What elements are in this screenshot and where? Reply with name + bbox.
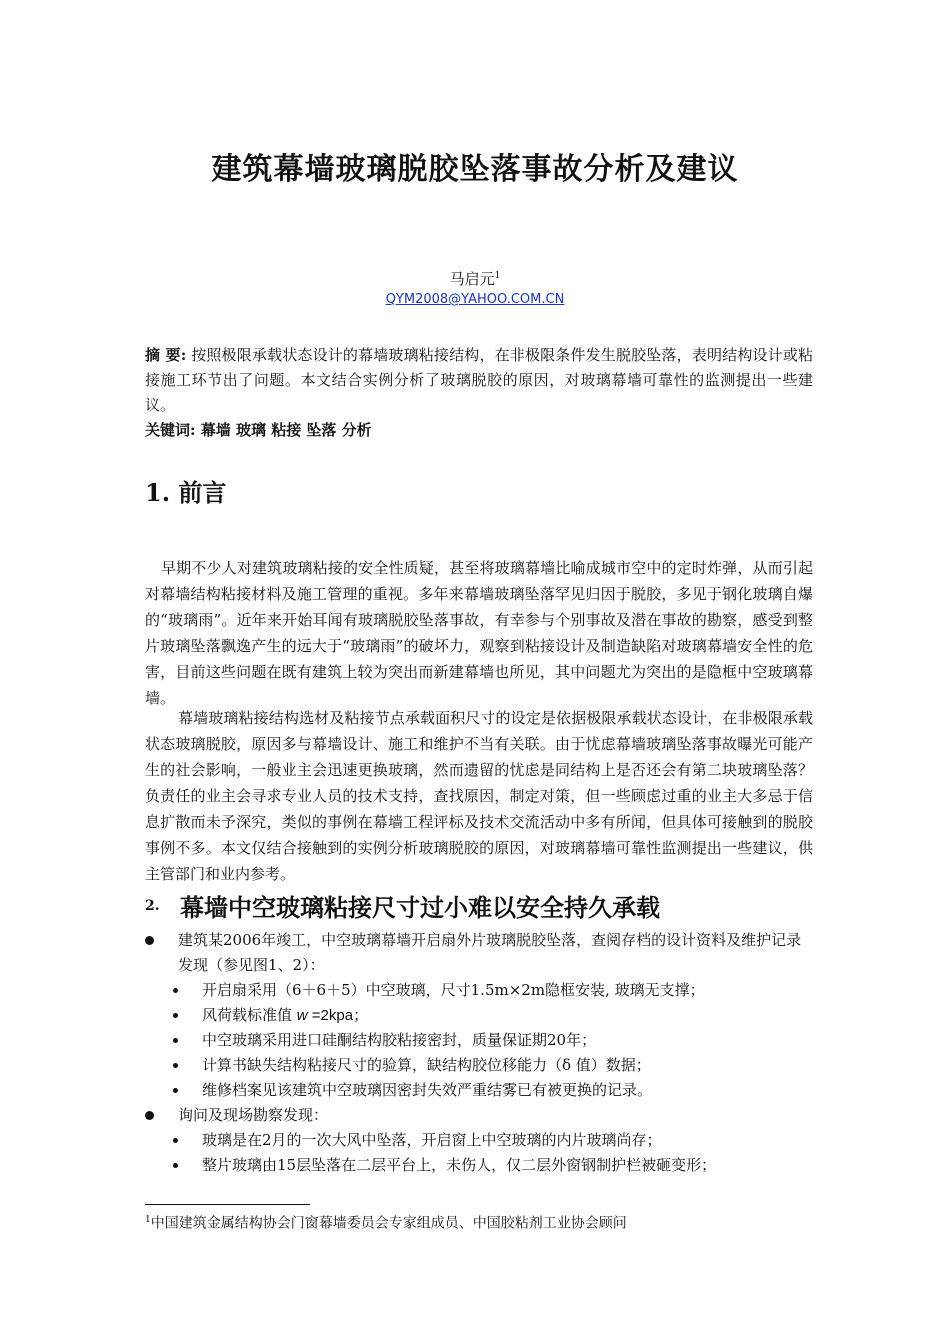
bullet-icon bbox=[173, 1063, 178, 1068]
author-line bbox=[0, 268, 950, 289]
keywords-label: 关键词: bbox=[145, 421, 196, 439]
abstract bbox=[145, 343, 813, 418]
paper-title: 建筑幕墙玻璃脱胶坠落事故分析及建议 bbox=[211, 152, 739, 187]
keywords-text: 幕墙 玻璃 粘接 坠落 分析 bbox=[195, 421, 372, 439]
bullet-icon bbox=[173, 1138, 178, 1143]
sub-list-item bbox=[145, 1078, 813, 1103]
bullet-icon bbox=[173, 1038, 178, 1043]
bullet-icon bbox=[173, 1088, 178, 1093]
sub-list-item-text: 维修档案见该建筑中空玻璃因密封失效严重结雾已有被更换的记录。 bbox=[202, 1081, 653, 1099]
section-2-list bbox=[145, 928, 813, 1178]
section-2-number: 2. bbox=[145, 897, 160, 914]
footnote-mark: 1 bbox=[145, 1215, 151, 1225]
wind-load-symbol: w bbox=[296, 1007, 308, 1024]
sub-list-item bbox=[145, 1028, 813, 1053]
footnote-separator bbox=[145, 1204, 310, 1205]
bullet-icon bbox=[173, 1163, 178, 1168]
sub-list-item-text: 计算书缺失结构粘接尺寸的验算，缺结构胶位移能力（δ 值）数据； bbox=[202, 1056, 651, 1074]
footnote-text: 中国建筑金属结构协会门窗幕墙委员会专家组成员、中国胶粘剂工业协会顾问 bbox=[150, 1215, 627, 1232]
section-2-title: 幕墙中空玻璃粘接尺寸过小难以安全持久承载 bbox=[180, 893, 660, 922]
list-item bbox=[145, 1103, 813, 1128]
list-item-text: 建筑某2006年竣工，中空玻璃幕墙开启扇外片玻璃脱胶坠落，查阅存档的设计资料及维护记录发现（参见图1、2）： bbox=[178, 931, 802, 974]
sub-list-item-text: 开启扇采用（6＋6＋5）中空玻璃，尺寸1.5m×2m隐框安装, 玻璃无支撑； bbox=[202, 981, 705, 999]
bullet-icon bbox=[173, 1013, 178, 1018]
footnote bbox=[145, 1210, 627, 1234]
wind-load-prefix: 风荷载标准值 bbox=[202, 1006, 297, 1024]
sub-list-item bbox=[145, 978, 813, 1003]
bullet-icon bbox=[173, 988, 178, 993]
author-email bbox=[0, 292, 950, 307]
sub-list-item bbox=[145, 1003, 813, 1028]
section-1-paragraph: 早期不少人对建筑玻璃粘接的安全性质疑，甚至将玻璃幕墙比喻成城市空中的定时炸弹，从而引起对幕墙结构粘接材料及施工管理的重视。多年来幕墙玻璃坠落罕见归因于脱胶，多见于钢化玻璃自爆的“玻璃雨”。近年来开始耳闻有玻璃脱胶坠落事故，有幸参与个别事故及潜在事故的勘察，感受到整片玻璃坠落飘逸产生的远大于“玻璃雨”的破坏力，观察到粘接设计及制造缺陷对玻璃幕墙安全性的危害，目前这些问题在既有建筑上较为突出而新建幕墙也所见，其中问题尤为突出的是隐框中空玻璃幕墙。 bbox=[145, 559, 813, 707]
section-1-heading: 1. 前言 bbox=[145, 478, 227, 507]
list-item-text: 询问及现场勘察发现： bbox=[178, 1106, 329, 1124]
sub-list-item-text: 整片玻璃由15层坠落在二层平台上，未伤人，仅二层外窗钢制护栏被砸变形； bbox=[202, 1156, 717, 1174]
section-2-heading bbox=[145, 888, 660, 923]
sub-list-item-text: 中空玻璃采用进口硅酮结构胶粘接密封，质量保证期20年； bbox=[202, 1031, 597, 1049]
sub-list-item bbox=[145, 1128, 813, 1153]
abstract-text: 按照极限承载状态设计的幕墙玻璃粘接结构，在非极限条件发生脱胶坠落，表明结构设计或粘接施工环节出了问题。本文结合实例分析了玻璃脱胶的原因，对玻璃幕墙可靠性的监测提出一些建议。 bbox=[145, 346, 813, 414]
bullet-icon bbox=[145, 1111, 154, 1120]
author-footnote-mark: 1 bbox=[494, 271, 501, 281]
sub-list-item bbox=[145, 1053, 813, 1078]
abstract-label: 摘 要: bbox=[145, 346, 187, 364]
list-item bbox=[145, 928, 813, 978]
keywords bbox=[145, 418, 813, 443]
sub-list-item bbox=[145, 1153, 813, 1178]
wind-load-value: =2kpa； bbox=[307, 1007, 369, 1024]
section-1-paragraph: 幕墙玻璃粘接结构选材及粘接节点承载面积尺寸的设定是依据极限承载状态设计，在非极限承载状态玻璃脱胶，原因多与幕墙设计、施工和维护不当有关联。由于忧虑幕墙玻璃坠落事故曝光可能产生的社会影响，一般业主会迅速更换玻璃，然而遗留的忧虑是同结构上是否还会有第二块玻璃坠落？负责任的业主会寻求专业人员的技术支持，查找原因，制定对策，但一些顾虑过重的业主大多忌于信息扩散而未予深究，类似的事例在幕墙工程评标及技术交流活动中多有所闻，但具体可接触到的脱胶事例不多。本文仅结合接触到的实例分析玻璃脱胶的原因，对玻璃幕墙可靠性监测提出一些建议，供主管部门和业内参考。 bbox=[145, 709, 813, 883]
author-name: 马启元 bbox=[449, 270, 495, 288]
email-link[interactable]: QYM2008@YAHOO.COM.CN bbox=[385, 292, 565, 307]
bullet-icon bbox=[145, 936, 154, 945]
sub-list-item-text: 玻璃是在2月的一次大风中坠落，开启窗上中空玻璃的内片玻璃尚存； bbox=[202, 1131, 662, 1149]
